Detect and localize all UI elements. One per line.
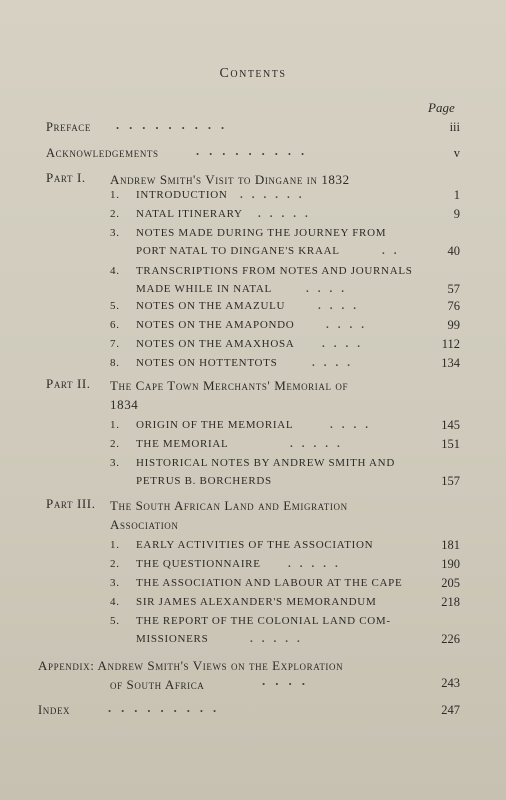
toc-entry-page: iii	[449, 120, 460, 134]
entry-page: 40	[447, 244, 460, 258]
entry-text-line2: PETRUS B. BORCHERDS	[136, 475, 272, 487]
entry-text: NATAL ITINERARY	[136, 208, 243, 220]
entry-number: 3.	[110, 457, 120, 469]
dot-leader: ....	[322, 338, 369, 350]
entry-page: 57	[447, 282, 460, 296]
entry-number: 1.	[110, 539, 120, 551]
dot-leader: .....	[258, 208, 317, 220]
toc-entry-part1-3[interactable]	[110, 224, 460, 260]
toc-entry-label: Preface	[46, 120, 91, 134]
dot-leader: ....	[262, 673, 315, 688]
entry-number: 4.	[110, 265, 120, 277]
dot-leader: .....	[250, 633, 309, 645]
entry-text-line2: MADE WHILE IN NATAL	[136, 283, 272, 295]
dot-leader: ......	[240, 189, 311, 201]
dot-leader: ....	[330, 419, 377, 431]
appendix-title-line2: of South Africa	[110, 677, 205, 692]
part-2-title	[110, 376, 450, 414]
entry-number: 2.	[110, 558, 120, 570]
part-1-label: Part I.	[46, 170, 86, 185]
entry-number: 1.	[110, 419, 120, 431]
entry-text-line1: NOTES MADE DURING THE JOURNEY FROM	[136, 227, 387, 239]
dot-leader: ....	[326, 319, 373, 331]
dot-leader: ..	[382, 245, 406, 257]
entry-text: INTRODUCTION	[136, 189, 228, 201]
toc-entry-part2-3[interactable]	[110, 454, 460, 490]
dot-leader: .....	[288, 558, 347, 570]
entry-number: 2.	[110, 438, 120, 450]
entry-text: NOTES ON THE AMAPONDO	[136, 319, 295, 331]
toc-entry-acknowledgements[interactable]	[46, 146, 460, 164]
entry-text-line2: MISSIONERS	[136, 633, 209, 645]
entry-page: 1	[453, 188, 460, 202]
toc-entry-page: v	[453, 146, 460, 160]
entry-text-line1: HISTORICAL NOTES BY ANDREW SMITH AND	[136, 457, 395, 469]
entry-number: 4.	[110, 596, 120, 608]
toc-entry-page: 247	[441, 703, 460, 717]
part-2-title-line1: The Cape Town Merchants' Memorial of	[110, 378, 349, 393]
entry-page: 134	[441, 356, 460, 370]
part-3-title	[110, 496, 450, 534]
entry-text: THE MEMORIAL	[136, 438, 229, 450]
dot-leader: .........	[196, 144, 315, 158]
entry-number: 3.	[110, 227, 120, 239]
entry-page: 76	[447, 299, 460, 313]
part-2-label: Part II.	[46, 376, 91, 391]
entry-page: 145	[441, 418, 460, 432]
entry-number: 1.	[110, 189, 120, 201]
dot-leader: .....	[290, 438, 349, 450]
toc-entry-label: Index	[38, 703, 71, 717]
entry-page: 157	[441, 474, 460, 488]
entry-number: 6.	[110, 319, 120, 331]
entry-text: EARLY ACTIVITIES OF THE ASSOCIATION	[136, 539, 374, 551]
appendix-page: 243	[441, 676, 460, 690]
entry-page: 181	[441, 538, 460, 552]
toc-entry-part1-4[interactable]	[110, 262, 460, 298]
entry-page: 226	[441, 632, 460, 646]
dot-leader: ....	[312, 357, 359, 369]
entry-page: 218	[441, 595, 460, 609]
part-3-title-line1: The South African Land and Emigration	[110, 498, 348, 513]
entry-page: 190	[441, 557, 460, 571]
entry-number: 8.	[110, 357, 120, 369]
entry-number: 7.	[110, 338, 120, 350]
entry-number: 2.	[110, 208, 120, 220]
entry-text: THE QUESTIONNAIRE	[136, 558, 261, 570]
toc-entry-part3-5[interactable]	[110, 612, 460, 648]
dot-leader: .........	[116, 118, 235, 132]
contents-title: Contents	[219, 66, 287, 81]
dot-leader: .........	[108, 701, 227, 715]
part-1-title: Andrew Smith's Visit to Dingane in 1832	[110, 172, 350, 187]
entry-page: 205	[441, 576, 460, 590]
entry-text-line1: TRANSCRIPTIONS FROM NOTES AND JOURNALS	[136, 265, 413, 277]
appendix-title-line1: Appendix: Andrew Smith's Views on the Exploration	[38, 658, 344, 673]
entry-page: 9	[453, 207, 460, 221]
entry-text-line1: THE REPORT OF THE COLONIAL LAND COM-	[136, 615, 391, 627]
entry-page: 112	[441, 337, 460, 351]
entry-text-line2: PORT NATAL TO DINGANE'S KRAAL	[136, 245, 340, 257]
entry-page: 99	[447, 318, 460, 332]
entry-text: NOTES ON HOTTENTOTS	[136, 357, 278, 369]
entry-text: SIR JAMES ALEXANDER'S MEMORANDUM	[136, 596, 377, 608]
entry-text: NOTES ON THE AMAZULU	[136, 300, 286, 312]
entry-number: 3.	[110, 577, 120, 589]
part-2-title-line2: 1834	[110, 397, 139, 412]
dot-leader: ....	[306, 283, 353, 295]
entry-text: ORIGIN OF THE MEMORIAL	[136, 419, 294, 431]
entry-text: THE ASSOCIATION AND LABOUR AT THE CAPE	[136, 577, 403, 589]
entry-page: 151	[441, 437, 460, 451]
entry-number: 5.	[110, 615, 120, 627]
toc-entry-appendix[interactable]	[38, 656, 418, 694]
toc-entry-index[interactable]	[38, 703, 460, 721]
part-3-title-line2: Association	[110, 517, 179, 532]
entry-text: NOTES ON THE AMAXHOSA	[136, 338, 295, 350]
toc-entry-label: Acknowledgements	[46, 146, 159, 160]
page-column-heading: Page	[428, 100, 455, 115]
toc-entry-preface[interactable]	[46, 120, 460, 138]
dot-leader: ....	[318, 300, 365, 312]
part-3-label: Part III.	[46, 496, 96, 511]
entry-number: 5.	[110, 300, 120, 312]
